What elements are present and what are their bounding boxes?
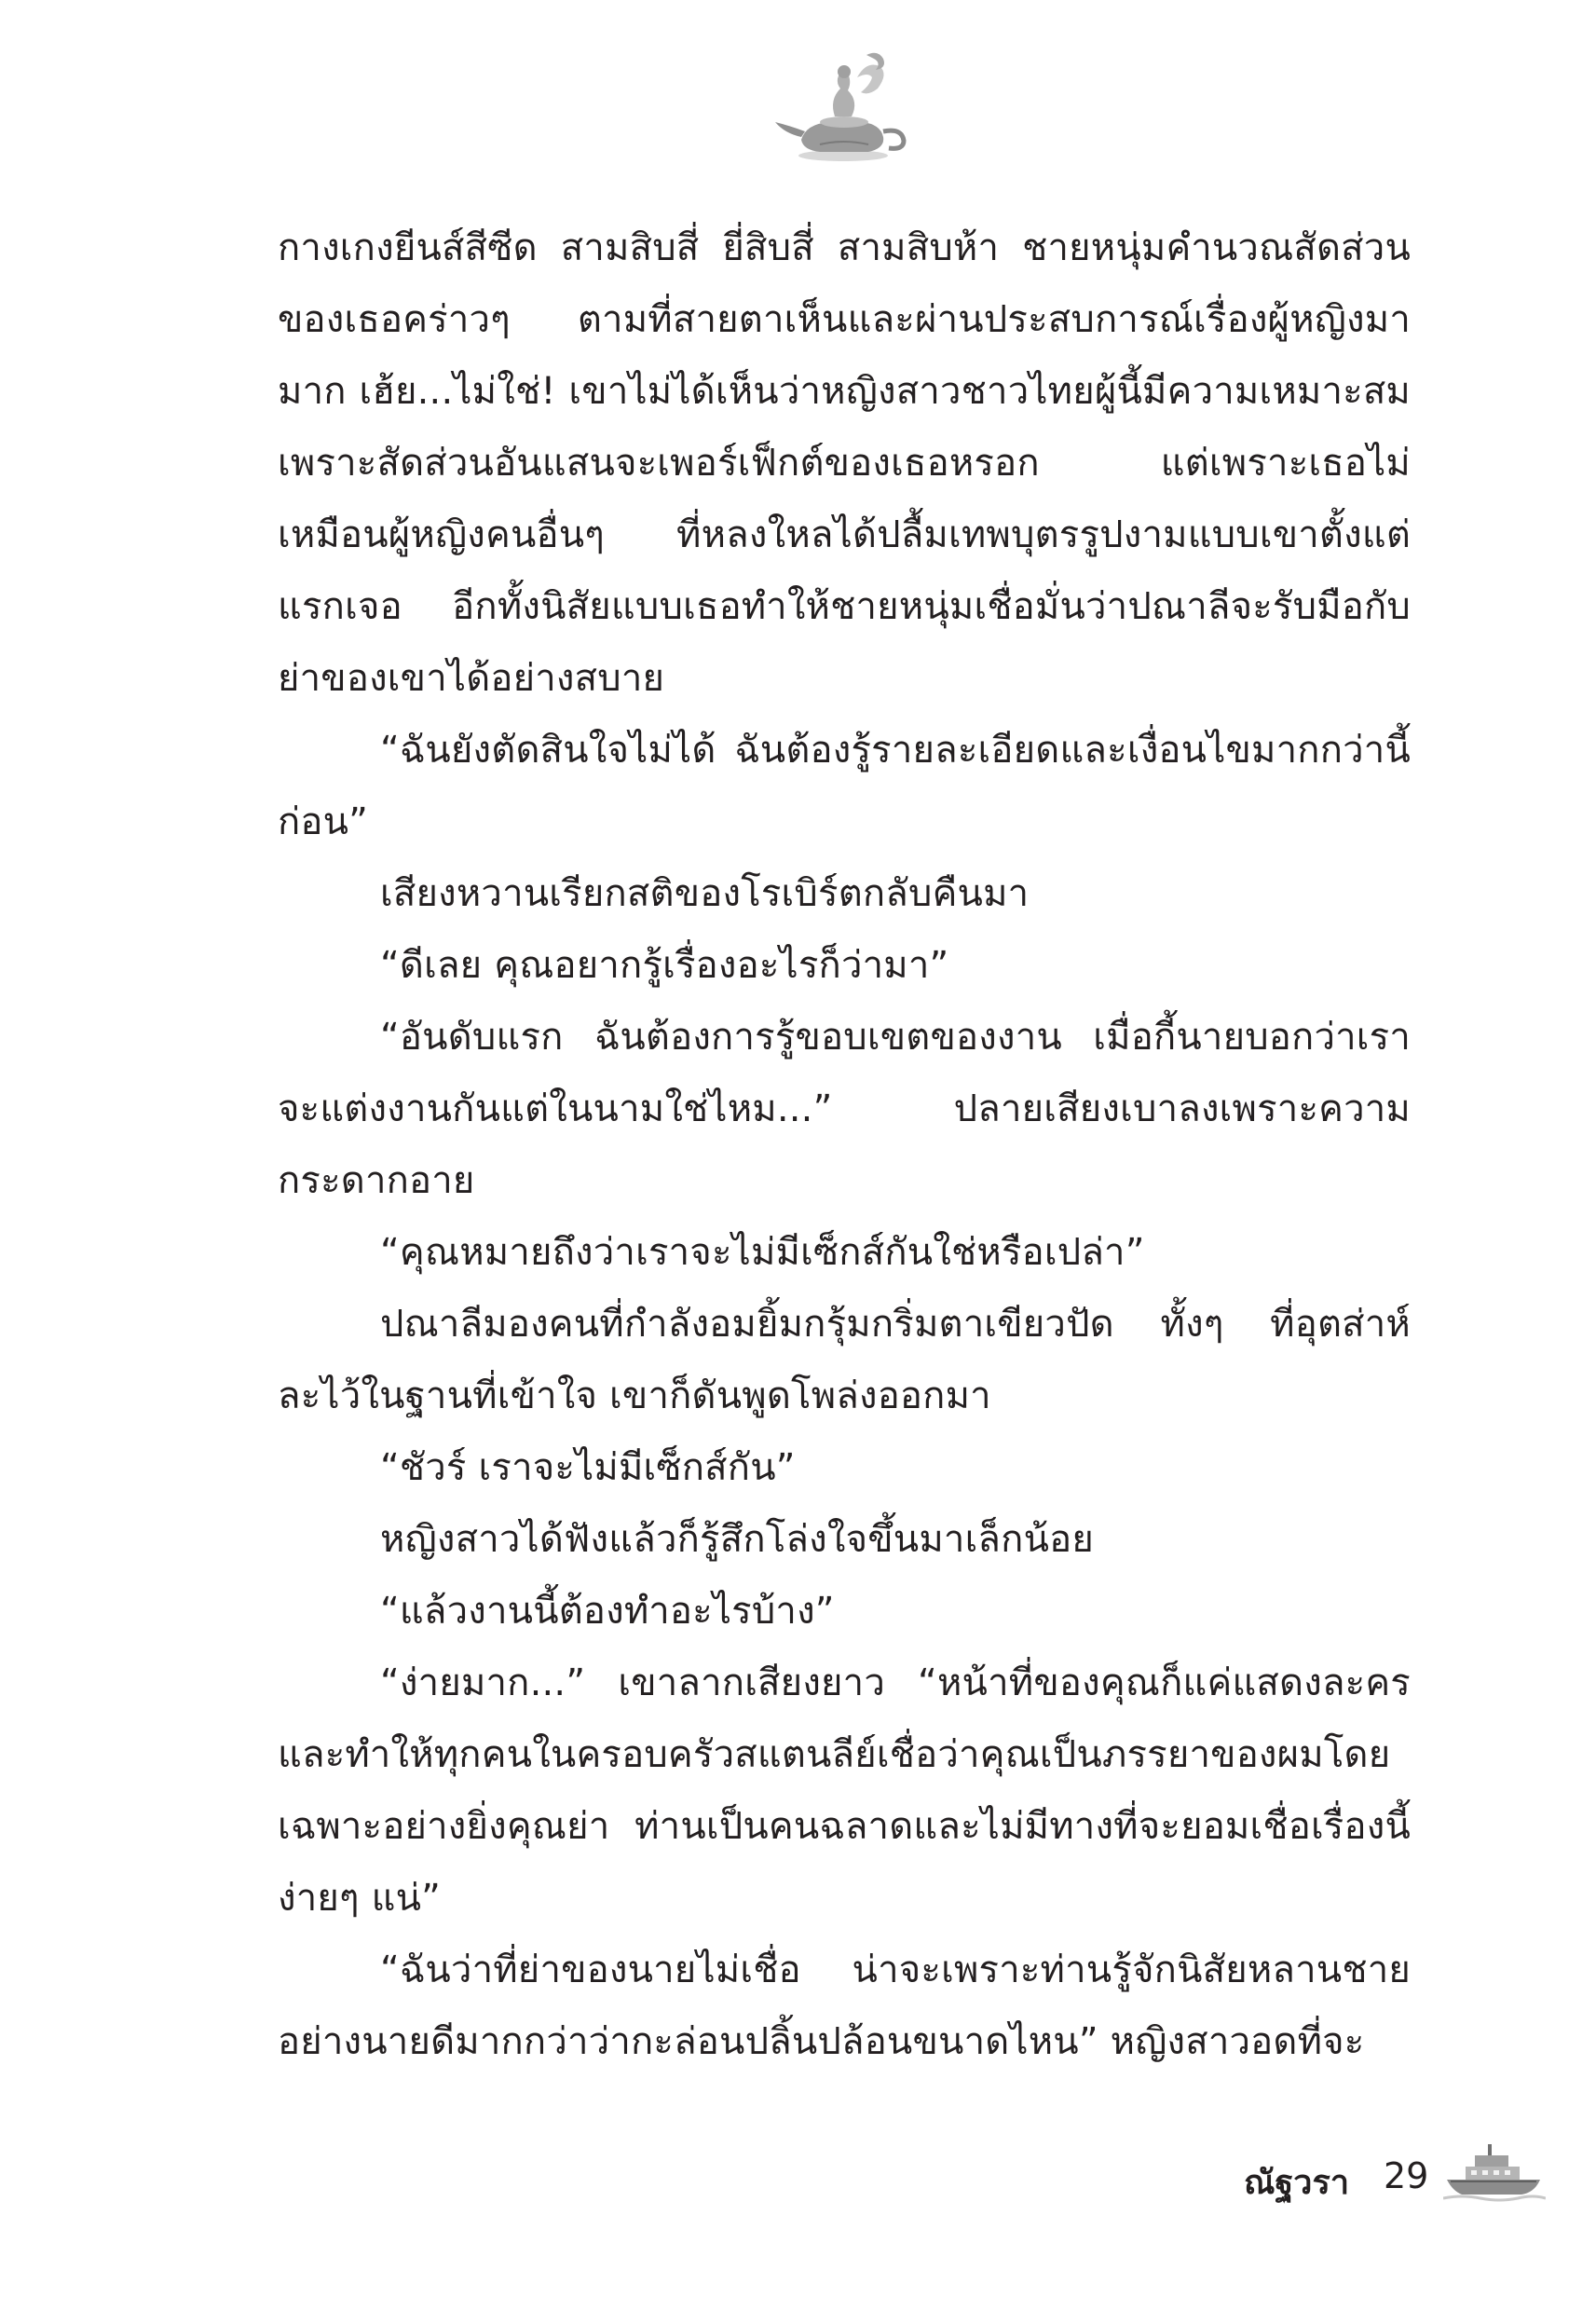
genie-lamp-icon — [764, 51, 913, 172]
page-footer — [1244, 2139, 1505, 2232]
paragraph: “ฉันยังตัดสินใจไม่ได้ ฉันต้องรู้รายละเอียดและเงื่อนไขมากกว่านี้ก่อน” — [278, 729, 1411, 843]
page-number: 29 — [1384, 2155, 1429, 2196]
paragraph: “ชัวร์ เราจะไม่มีเซ็กส์กัน” — [380, 1446, 796, 1489]
paragraph: “แล้วงานนี้ต้องทำอะไรบ้าง” — [380, 1590, 835, 1633]
boat-icon — [1443, 2139, 1546, 2204]
paragraph: กางเกงยีนส์สีซีด สามสิบสี่ ยี่สิบสี่ สามสิบห้า ชายหนุ่มคำนวณสัดส่วนของเธอคร่าวๆ ตามที่สายตาเห็นและผ่านประสบการณ์เรื่องผู้หญิงมามาก เฮ้ย...ไม่ใช่! เขาไม่ได้เห็นว่าหญิงสาวชาวไทยผู้นี้มีความเหมาะสมเพราะสัดส่วนอันแสนจะเพอร์เฟ็กต์ของเธอหรอก แต่เพราะเธอไม่เหมือนผู้หญิงคนอื่นๆ ที่หลงใหลได้ปลื้มเทพบุตรรูปงามแบบเขาตั้งแต่แรกเจอ อีกทั้งนิสัยแบบเธอทำให้ชายหนุ่มเชื่อมั่นว่าปณาลีจะรับมือกับย่าของเขาได้อย่างสบาย — [278, 226, 1411, 700]
paragraph: “ดีเลย คุณอยากรู้เรื่องอะไรก็ว่ามา” — [380, 944, 949, 987]
paragraph: หญิงสาวได้ฟังแล้วก็รู้สึกโล่งใจขึ้นมาเล็กน้อย — [380, 1518, 1094, 1561]
author-name: ณัฐวรา — [1244, 2164, 1350, 2202]
paragraph: “อันดับแรก ฉันต้องการรู้ขอบเขตของงาน เมื่อกี้นายบอกว่าเราจะแต่งงานกันแต่ในนามใช่ไหม...” ปลายเสียงเบาลงเพราะความกระดากอาย — [278, 1016, 1411, 1202]
paragraph: เสียงหวานเรียกสติของโรเบิร์ตกลับคืนมา — [380, 872, 1030, 915]
paragraph: “คุณหมายถึงว่าเราจะไม่มีเซ็กส์กันใช่หรือเปล่า” — [380, 1231, 1145, 1274]
paragraph: “ฉันว่าที่ย่าของนายไม่เชื่อ น่าจะเพราะท่านรู้จักนิสัยหลานชายอย่างนายดีมากกว่าว่ากะล่อนปลิ้นปล้อนขนาดไหน” หญิงสาวอดที่จะ — [278, 1949, 1411, 2063]
paragraph: “ง่ายมาก...” เขาลากเสียงยาว “หน้าที่ของคุณก็แค่แสดงละครและทำให้ทุกคนในครอบครัวสแตนลีย์เชื่อว่าคุณเป็นภรรยาของผมโดยเฉพาะอย่างยิ่งคุณย่า ท่านเป็นคนฉลาดและไม่มีทางที่จะยอมเชื่อเรื่องนี้ง่ายๆ แน่” — [278, 1661, 1411, 1920]
paragraph: ปณาลีมองคนที่กำลังอมยิ้มกรุ้มกริ่มตาเขียวปัด ทั้งๆ ที่อุตส่าห์ละไว้ในฐานที่เข้าใจ เขาก็ดันพูดโพล่งออกมา — [278, 1303, 1411, 1417]
body-text — [278, 212, 1411, 2078]
